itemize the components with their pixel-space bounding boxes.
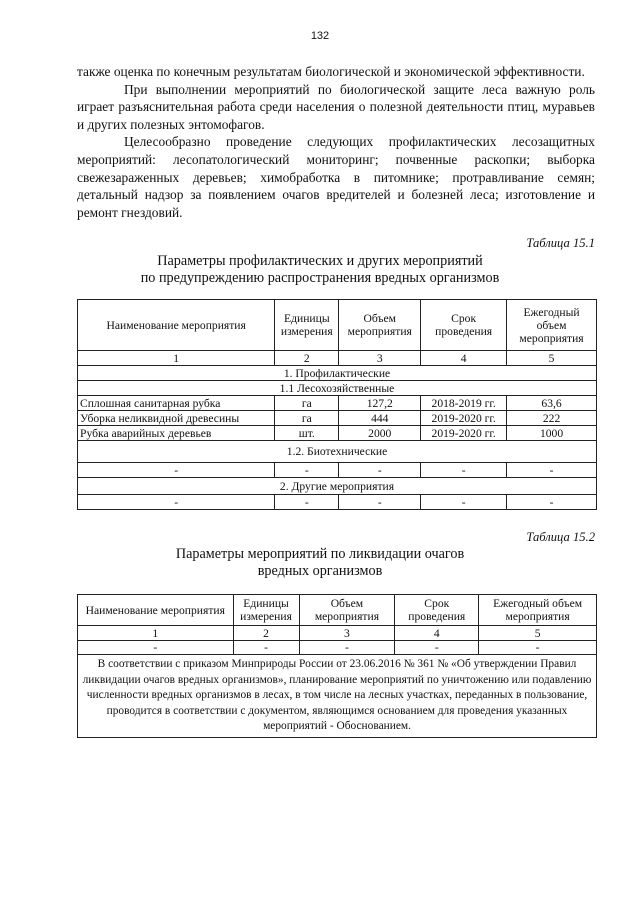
- column-number-row: [78, 626, 597, 641]
- table2-title: [0, 546, 640, 580]
- column-number: 5: [479, 626, 597, 641]
- table-row: [78, 396, 597, 411]
- subsection-heading: 1.2. Биотехнические: [78, 441, 597, 463]
- column-number: 1: [78, 626, 234, 641]
- subsection-heading: 1.1 Лесохозяйственные: [78, 381, 597, 396]
- table-row: [78, 495, 597, 510]
- table-row: [78, 641, 597, 655]
- cell-name: Сплошная санитарная рубка: [78, 396, 275, 411]
- empty-cell: -: [275, 495, 339, 510]
- empty-cell: -: [507, 463, 597, 478]
- header-cell: Срок проведения: [395, 595, 479, 626]
- empty-cell: -: [479, 641, 597, 655]
- header-cell: Единицы измерения: [275, 300, 339, 351]
- cell-unit: га: [275, 396, 339, 411]
- cell-period: 2019-2020 гг.: [421, 411, 507, 426]
- body-text: [77, 63, 595, 221]
- table-row: [78, 463, 597, 478]
- page-number: 132: [310, 30, 330, 42]
- table-row: [78, 426, 597, 441]
- paragraph-2: При выполнении мероприятий по биологической защите леса важную роль играет разъяснительная работа среди населения о полезной деятельности птиц, муравьев и других полезных энтомофагов.: [77, 81, 595, 132]
- empty-cell: -: [421, 495, 507, 510]
- header-cell: Срок проведения: [421, 300, 507, 351]
- section-heading: 2. Другие мероприятия: [78, 478, 597, 495]
- empty-cell: -: [299, 641, 395, 655]
- cell-name: Уборка неликвидной древесины: [78, 411, 275, 426]
- empty-cell: -: [421, 463, 507, 478]
- empty-cell: -: [339, 463, 421, 478]
- column-number: 5: [507, 351, 597, 366]
- empty-cell: -: [339, 495, 421, 510]
- cell-volume: 127,2: [339, 396, 421, 411]
- table1: [77, 299, 597, 510]
- header-cell: Объем мероприятия: [339, 300, 421, 351]
- column-number: 4: [395, 626, 479, 641]
- column-number: 4: [421, 351, 507, 366]
- table-row: [78, 411, 597, 426]
- cell-period: 2018-2019 гг.: [421, 396, 507, 411]
- header-cell: Ежегодный объем мероприятия: [479, 595, 597, 626]
- header-cell: Единицы измерения: [233, 595, 299, 626]
- table-header-row: [78, 300, 597, 351]
- section-heading: 1. Профилактические: [78, 366, 597, 381]
- table1-title-line2: по предупреждению распространения вредных организмов: [140, 270, 500, 286]
- empty-cell: -: [78, 463, 275, 478]
- header-cell: Наименование мероприятия: [78, 300, 275, 351]
- cell-annual: 1000: [507, 426, 597, 441]
- cell-unit: шт.: [275, 426, 339, 441]
- cell-annual: 63,6: [507, 396, 597, 411]
- table1-label: Таблица 15.1: [526, 236, 595, 250]
- column-number-row: [78, 351, 597, 366]
- table2-title-line1: Параметры мероприятий по ликвидации очагов: [175, 546, 465, 562]
- paragraph-3: Целесообразно проведение следующих профилактических лесозащитных мероприятий: лесопатологический мониторинг; почвенные раскопки; выборка свежезараженных деревьев; химобработка в питомнике; протравливание семян; детальный надзор за появлением очагов вредителей и болезней леса; изготовление и ремонт гнездовий.: [77, 134, 595, 220]
- cell-annual: 222: [507, 411, 597, 426]
- column-number: 3: [339, 351, 421, 366]
- header-cell: Наименование мероприятия: [78, 595, 234, 626]
- empty-cell: -: [395, 641, 479, 655]
- table2: [77, 594, 597, 738]
- table1-title: [0, 253, 640, 287]
- table-header-row: [78, 595, 597, 626]
- header-cell: Объем мероприятия: [299, 595, 395, 626]
- empty-cell: -: [275, 463, 339, 478]
- header-cell: Ежегодный объем мероприятия: [507, 300, 597, 351]
- empty-cell: -: [233, 641, 299, 655]
- column-number: 1: [78, 351, 275, 366]
- cell-name: Рубка аварийных деревьев: [78, 426, 275, 441]
- empty-cell: -: [507, 495, 597, 510]
- empty-cell: -: [78, 495, 275, 510]
- table2-label: Таблица 15.2: [526, 530, 595, 544]
- column-number: 2: [275, 351, 339, 366]
- cell-unit: га: [275, 411, 339, 426]
- table1-title-line1: Параметры профилактических и других мероприятий: [157, 253, 483, 269]
- cell-period: 2019-2020 гг.: [421, 426, 507, 441]
- column-number: 3: [299, 626, 395, 641]
- cell-volume: 444: [339, 411, 421, 426]
- table2-note: В соответствии с приказом Минприроды России от 23.06.2016 № 361 № «Об утверждении Правил ликвидации очагов вредных организмов», планирование мероприятий по уничтожению или подавлению численности вредных организмов в лесах, в том числе на лесных участках, переданных в пользование, проводится в соответствии с документом, являющимся основанием для проведения указанных мероприятий - Обоснованием.: [78, 655, 597, 738]
- cell-volume: 2000: [339, 426, 421, 441]
- empty-cell: -: [78, 641, 234, 655]
- table2-title-line2: вредных организмов: [257, 563, 383, 579]
- column-number: 2: [233, 626, 299, 641]
- paragraph-1: также оценка по конечным результатам биологической и экономической эффективности.: [77, 64, 585, 79]
